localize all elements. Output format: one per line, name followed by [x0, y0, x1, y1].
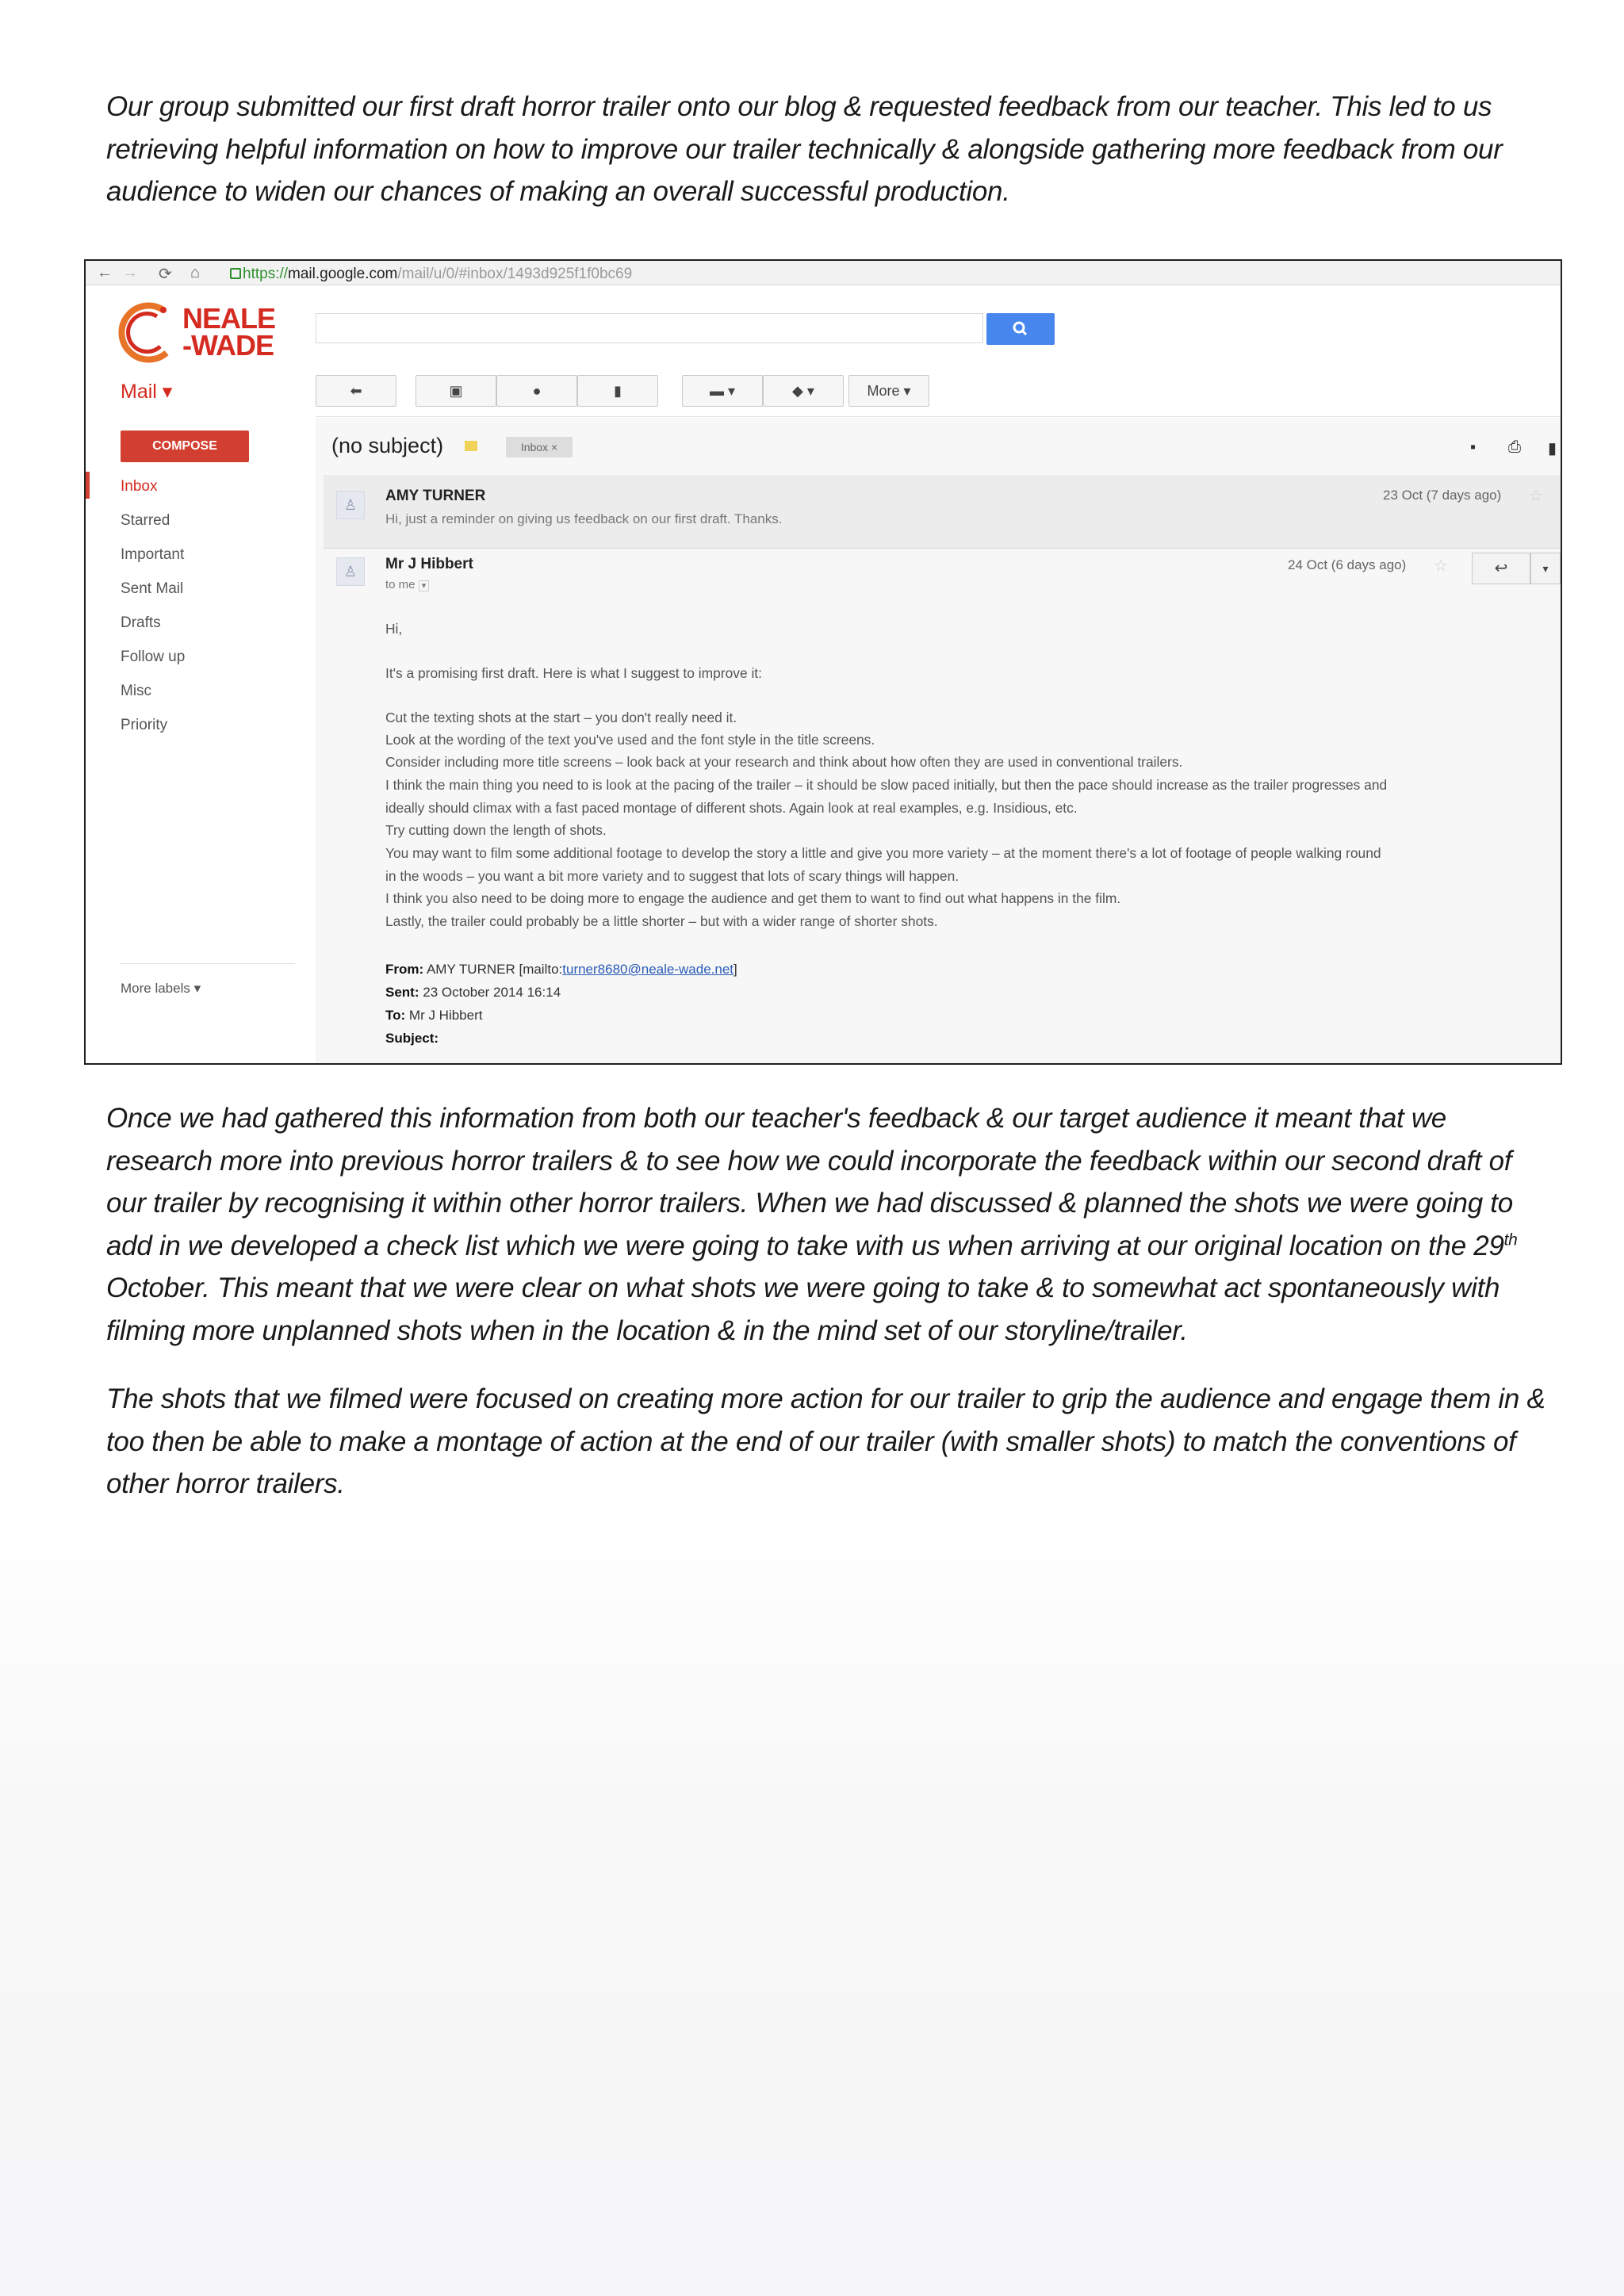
from-label: From:: [385, 962, 424, 977]
logo-swirl-icon: [117, 300, 181, 364]
search-input[interactable]: [316, 313, 983, 343]
sidebar-item-important[interactable]: Important: [121, 546, 185, 563]
message2-recipient[interactable]: [385, 578, 429, 591]
email-greeting: Hi,: [385, 621, 403, 637]
quoted-sent: [385, 985, 561, 1001]
back-button[interactable]: [316, 375, 396, 407]
url-host: mail.google.com: [288, 266, 398, 282]
recipient-text: to me: [385, 578, 416, 591]
message-more-button[interactable]: [1530, 553, 1561, 584]
back-arrow-icon[interactable]: ←: [97, 264, 113, 281]
to-label: To:: [385, 1008, 406, 1023]
second-paragraph-text: Once we had gathered this information from both our teacher's feedback & our target audience it meant that we research more into previous horror trailers & to see how we could incorporate the feedback within our second draft of our trailer by recognising it within other horror trailers. When we had discussed & planned the shots we were going to add in we developed a check list which we were going to take with us when arriving at our original location on the 29: [106, 1103, 1513, 1261]
message1-snippet: Hi, just a reminder on giving us feedback on our first draft. Thanks.: [385, 511, 783, 526]
inbox-label-chip[interactable]: Inbox ×: [506, 437, 573, 457]
chevron-down-icon: ▾: [1542, 562, 1549, 575]
email-intro: It's a promising first draft. Here is what I suggest to improve it:: [385, 665, 762, 681]
reply-button[interactable]: [1472, 553, 1530, 584]
sidebar-item-drafts[interactable]: Drafts: [121, 614, 161, 631]
message2-date: 24 Oct (6 days ago): [1288, 557, 1407, 572]
url-scheme: https://: [243, 266, 289, 282]
back-icon: ⬅: [350, 383, 362, 399]
second-paragraph: [106, 1097, 1549, 1352]
quoted-to: [385, 1008, 482, 1024]
archive-icon: ▣: [449, 383, 463, 399]
message2-sender: Mr J Hibbert: [385, 556, 473, 572]
email-line: I think you also need to be doing more to engage the audience and get them to want to find out what happens in the film.: [385, 890, 1121, 906]
star-icon[interactable]: ☆: [1529, 488, 1543, 505]
email-line: Lastly, the trailer could probably be a little shorter – but with a wider range of shorter shots.: [385, 913, 938, 929]
thread-subject: (no subject): [331, 434, 444, 457]
more-button[interactable]: More ▾: [848, 375, 929, 407]
url-path: /mail/u/0/#inbox/1493d925f1f0bc69: [397, 266, 633, 282]
lock-icon: [230, 268, 241, 279]
important-marker-icon[interactable]: [465, 441, 477, 451]
email-line: You may want to film some additional footage to develop the story a little and give you more variety – at the moment there's a lot of footage of people walking round: [385, 845, 1381, 861]
mail-menu[interactable]: Mail ▾: [121, 381, 173, 403]
toolbar-divider: [316, 416, 1561, 417]
email-line: in the woods – you want a bit more variety and to suggest that lots of scary things will happen.: [385, 868, 959, 884]
sidebar-item-starred[interactable]: Starred: [121, 512, 170, 529]
sidebar-item-follow-up[interactable]: Follow up: [121, 649, 186, 665]
reload-icon[interactable]: ⟳: [159, 266, 172, 283]
sent-label: Sent:: [385, 985, 419, 1000]
sidebar-item-sent-mail[interactable]: Sent Mail: [121, 580, 184, 597]
search-button[interactable]: [986, 313, 1055, 345]
sidebar-divider: [121, 963, 295, 964]
inbox-active-marker: [86, 472, 90, 499]
sent-value: 23 October 2014 16:14: [423, 985, 561, 1000]
intro-paragraph: Our group submitted our first draft horror trailer onto our blog & requested feedback from our teacher. This led to us retrieving helpful information on how to improve our trailer technically & alongside gathering more feedback from our audience to widen our chances of making an overall successful production.: [106, 91, 1503, 207]
print-all-icon[interactable]: ▪: [1470, 438, 1477, 456]
trash-icon: ▮: [614, 383, 622, 399]
avatar: ♙: [336, 491, 365, 519]
show-details-icon[interactable]: ▾: [419, 580, 430, 591]
email-line: Try cutting down the length of shots.: [385, 822, 607, 838]
ordinal-suffix: th: [1503, 1230, 1518, 1249]
address-bar[interactable]: [243, 266, 632, 283]
from-email-link[interactable]: turner8680@neale-wade.net: [562, 962, 734, 977]
quoted-subject: [385, 1031, 439, 1047]
reply-icon: ↩: [1494, 560, 1508, 577]
labels-button[interactable]: [763, 375, 844, 407]
email-line: Cut the texting shots at the start – you don't really need it.: [385, 710, 737, 725]
home-icon[interactable]: ⌂: [190, 264, 201, 281]
logo-text: [182, 302, 276, 362]
star-icon[interactable]: ☆: [1434, 557, 1448, 575]
folder-icon: ▬ ▾: [709, 383, 736, 399]
third-paragraph: The shots that we filmed were focused on creating more action for our trailer to grip the audience and engage them in & too then be able to make a montage of action at the end of our trailer (with smaller shots) to match the conventions of other horror trailers.: [106, 1383, 1545, 1499]
browser-toolbar: [86, 261, 1561, 285]
search-icon: [986, 313, 1055, 345]
email-line: Consider including more title screens – look back at your research and think about how often they are used in conventional trailers.: [385, 754, 1183, 770]
from-value: AMY TURNER [mailto:: [426, 962, 563, 977]
move-to-button[interactable]: [682, 375, 763, 407]
archive-button[interactable]: [416, 375, 496, 407]
sidebar-item-misc[interactable]: Misc: [121, 683, 152, 699]
from-end: ]: [733, 962, 737, 977]
second-paragraph-rest: October. This meant that we were clear on what shots we were going to take & to somewhat act spontaneously with filming more unplanned shots when in the location & in the mind set of our storyline/trailer.: [106, 1272, 1500, 1346]
message1-sender: AMY TURNER: [385, 488, 486, 504]
school-logo[interactable]: [117, 300, 284, 364]
subject-label: Subject:: [385, 1031, 439, 1046]
report-spam-button[interactable]: [496, 375, 577, 407]
sidebar-item-priority[interactable]: Priority: [121, 717, 168, 733]
delete-button[interactable]: [577, 375, 658, 407]
to-value: Mr J Hibbert: [408, 1008, 483, 1023]
avatar: ♙: [336, 557, 365, 586]
quoted-from: [385, 962, 737, 978]
logo-line2: -WADE: [182, 329, 274, 362]
email-line: ideally should climax with a fast paced montage of different shots. Again look at real examples, e.g. Insidious, etc.: [385, 800, 1078, 816]
new-window-icon[interactable]: ▮: [1548, 440, 1557, 457]
forward-arrow-icon[interactable]: →: [122, 264, 138, 281]
more-labels-link[interactable]: More labels ▾: [121, 981, 201, 996]
logo-line1: NEALE: [182, 302, 276, 335]
email-line: Look at the wording of the text you've used and the font style in the title screens.: [385, 732, 875, 748]
label-icon: ◆ ▾: [792, 383, 814, 399]
message1-date: 23 Oct (7 days ago): [1383, 488, 1502, 503]
printer-icon[interactable]: ⎙: [1508, 438, 1521, 456]
page-background: [0, 1490, 1624, 2296]
compose-button[interactable]: COMPOSE: [121, 430, 249, 462]
gmail-screenshot: [84, 259, 1562, 1065]
sidebar-item-inbox[interactable]: Inbox: [121, 478, 158, 495]
email-line: I think the main thing you need to is look at the pacing of the trailer – it should be slow paced initially, but then the pace should increase as the trailer progresses and: [385, 777, 1388, 793]
spam-icon: ●: [532, 383, 542, 399]
